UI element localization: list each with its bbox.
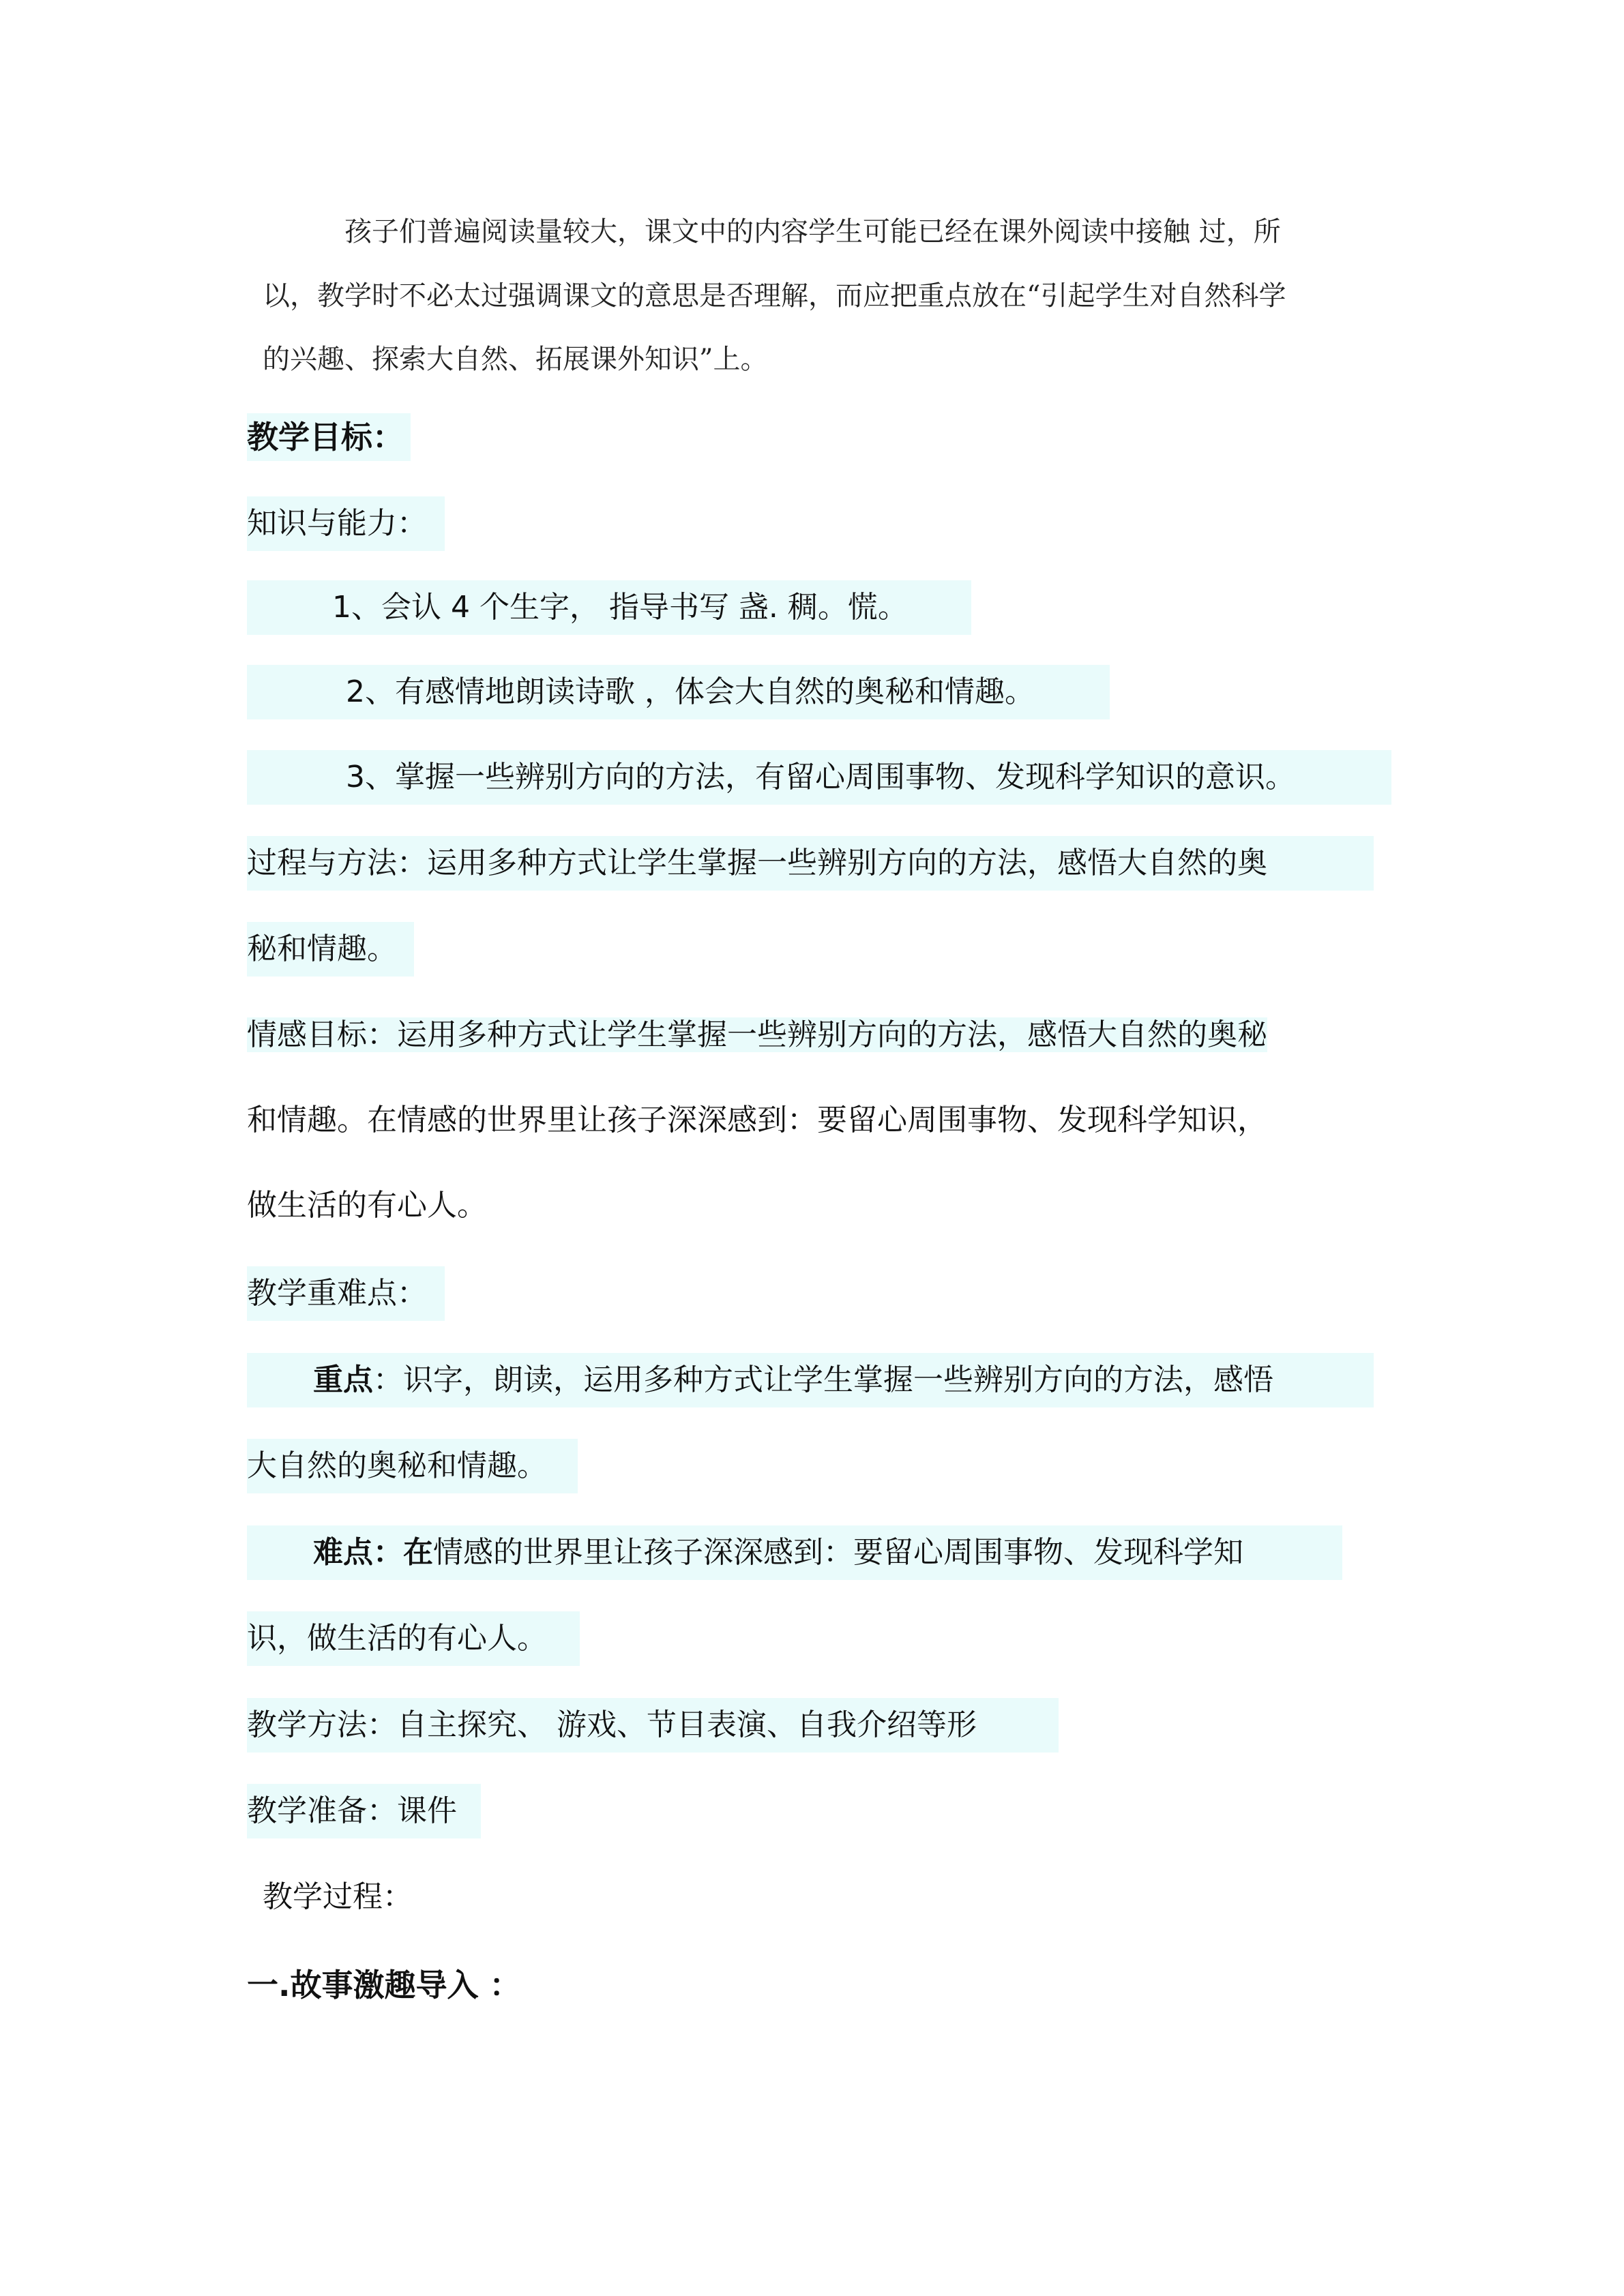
emotion-line-3: 做生活的有心人。 [247, 1188, 487, 1223]
emotion-label: 情感目标：运用多种方式让学生掌握一些辨别方向的方法，感悟大自然的奥秘 [247, 1017, 1267, 1052]
emotion-line-2: 和情趣。在情感的世界里让孩子深深感到：要留心周围事物、发现科学知识， [247, 1103, 1267, 1137]
hard-point-line-1 [247, 1525, 1342, 1580]
intro-line-1: 孩子们普遍阅读量较大，课文中的内容学生可能已经在课外阅读中接触 过，所 [344, 216, 1281, 248]
difficulty-heading: 教学重难点： [247, 1266, 445, 1321]
goal-item-3: 3、掌握一些辨别方向的方法，有留心周围事物、发现科学知识的意识。 [247, 750, 1391, 805]
teaching-method: 教学方法：自主探究、 游戏、节目表演、自我介绍等形 [247, 1698, 1059, 1753]
key-point-label: 重点 [313, 1362, 373, 1397]
process-line-2: 秘和情趣。 [247, 922, 414, 976]
goals-heading: 教学目标： [247, 413, 411, 461]
process-line-1: 过程与方法：运用多种方式让学生掌握一些辨别方向的方法，感悟大自然的奥 [247, 836, 1374, 891]
intro-line-2: 以，教学时不必太过强调课文的意思是否理解，而应把重点放在“引起学生对自然科学 [263, 280, 1286, 312]
hard-point-line-2: 识，做生活的有心人。 [247, 1611, 580, 1666]
intro-line-3: 的兴趣、探索大自然、拓展课外知识”上。 [263, 344, 768, 375]
key-point-line-1 [247, 1353, 1374, 1407]
knowledge-heading: 知识与能力： [247, 496, 445, 551]
process-heading: 教学过程： [263, 1879, 413, 1914]
key-point-text: ：识字，朗读，运用多种方式让学生掌握一些辨别方向的方法，感悟 [373, 1362, 1273, 1397]
hard-point-label: 难点：在 [313, 1535, 433, 1570]
goal-item-1: 1、会认 4 个生字， 指导书写 盏. 稠。慌。 [247, 580, 971, 635]
goal-item-2: 2、有感情地朗读诗歌 ，体会大自然的奥秘和情趣。 [247, 665, 1110, 719]
teaching-prep: 教学准备：课件 [247, 1784, 481, 1838]
key-point-line-2: 大自然的奥秘和情趣。 [247, 1439, 578, 1493]
emotion-line-1 [247, 1008, 1267, 1062]
hard-point-text: 情感的世界里让孩子深深感到：要留心周围事物、发现科学知 [433, 1535, 1243, 1570]
section-1-heading: 一.故事激趣导入 ： [247, 1967, 521, 2003]
